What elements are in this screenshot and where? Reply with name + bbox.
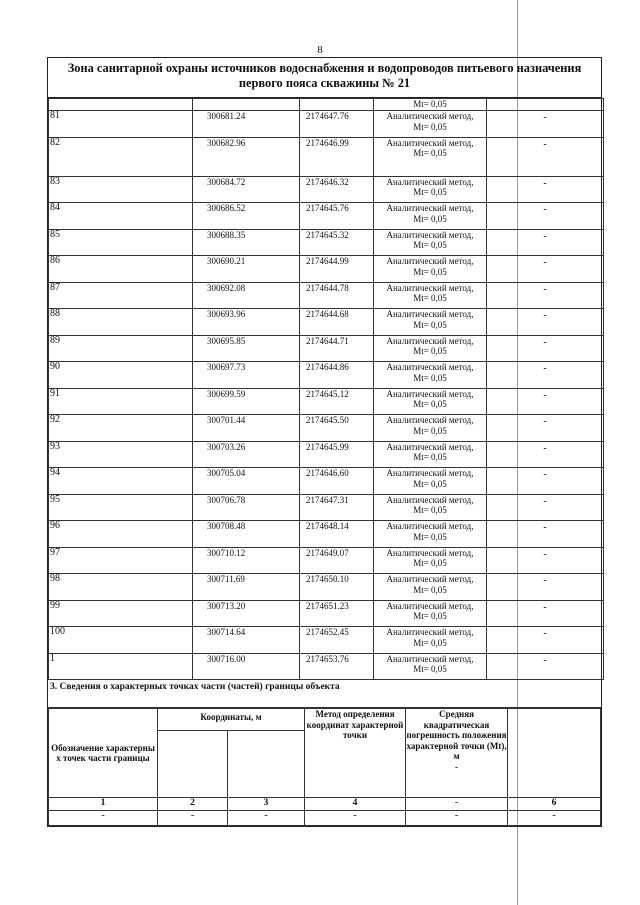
method-cell	[374, 441, 487, 468]
coord-y: 2174644.71	[300, 335, 374, 362]
accuracy-cell: -	[487, 627, 604, 654]
method-cell	[374, 653, 487, 680]
point-number: 98	[49, 574, 193, 601]
table-row	[49, 574, 604, 601]
point-number: 84	[49, 203, 193, 230]
table-row	[49, 653, 604, 680]
accuracy-cell: -	[487, 362, 604, 389]
accuracy-cell: -	[487, 335, 604, 362]
method-cell	[374, 468, 487, 495]
point-number: 94	[49, 468, 193, 495]
table-row	[49, 99, 604, 111]
coord-y: 2174647.76	[300, 111, 374, 138]
table-row	[49, 137, 604, 176]
point-number: 92	[49, 415, 193, 442]
coord-x: 300682.96	[193, 137, 300, 176]
coord-x: 300706.78	[193, 494, 300, 521]
column-index: 4	[305, 798, 406, 811]
coord-x: 300688.35	[193, 229, 300, 256]
method-cell	[374, 600, 487, 627]
coord-y: 2174650.10	[300, 574, 374, 601]
method-cell	[374, 415, 487, 442]
table-row	[49, 388, 604, 415]
method-cell	[374, 574, 487, 601]
coord-y: 2174644.99	[300, 256, 374, 283]
table-cell	[228, 731, 305, 798]
section-3-table	[48, 708, 601, 826]
column-index: 2	[158, 798, 228, 811]
accuracy-cell: -	[487, 468, 604, 495]
method-cell	[374, 627, 487, 654]
coord-x: 300697.73	[193, 362, 300, 389]
accuracy-cell: -	[487, 441, 604, 468]
accuracy-cell: -	[487, 229, 604, 256]
table-row	[49, 203, 604, 230]
method-text: Аналитический метод,	[386, 521, 474, 531]
method-text: Аналитический метод,	[386, 256, 474, 266]
accuracy-cell: -	[487, 256, 604, 283]
column-index: 6	[508, 798, 601, 811]
method-cell	[374, 309, 487, 336]
accuracy-cell: -	[487, 203, 604, 230]
point-number: 85	[49, 229, 193, 256]
accuracy-cell: -	[487, 547, 604, 574]
accuracy-cell: -	[487, 137, 604, 176]
method-accuracy: Mt= 0,05	[413, 187, 447, 197]
method-text: Аналитический метод,	[386, 176, 474, 187]
table-row	[49, 229, 604, 256]
table-cell: -	[305, 811, 406, 826]
accuracy-cell: -	[487, 494, 604, 521]
coord-x: 300701.44	[193, 415, 300, 442]
accuracy-cell: -	[487, 388, 604, 415]
method-text: Аналитический метод,	[386, 203, 474, 213]
table-cell: -	[406, 811, 508, 826]
method-accuracy: Mt= 0,05	[413, 478, 447, 489]
coord-x: 300686.52	[193, 203, 300, 230]
table-cell: -	[158, 811, 228, 826]
accuracy-cell: -	[487, 521, 604, 548]
table-cell	[49, 99, 193, 111]
point-number: 83	[49, 176, 193, 203]
method-accuracy: Mt= 0,05	[413, 452, 447, 462]
coord-x: 300699.59	[193, 388, 300, 415]
method-cell	[374, 521, 487, 548]
designation-header: Обозначение характерны х точек части границы	[49, 709, 158, 798]
method-cell	[374, 229, 487, 256]
coord-y: 2174645.99	[300, 441, 374, 468]
table-row	[49, 600, 604, 627]
point-number: 90	[49, 362, 193, 389]
table-row	[49, 415, 604, 442]
accuracy-cell: -	[487, 111, 604, 138]
table-cell: -	[228, 811, 305, 826]
coord-x: 300684.72	[193, 176, 300, 203]
column-index: -	[406, 798, 508, 811]
table-row	[49, 256, 604, 283]
method-text: Аналитический метод,	[386, 600, 474, 611]
accuracy-cell: -	[487, 282, 604, 309]
method-cell	[374, 335, 487, 362]
point-number: 81	[49, 111, 193, 138]
point-number: 89	[49, 335, 193, 362]
point-number: 86	[49, 256, 193, 283]
point-number: 99	[49, 600, 193, 627]
method-text: Аналитический метод,	[386, 574, 474, 584]
accuracy-header-mark: -	[455, 761, 459, 772]
coord-x: 300693.96	[193, 309, 300, 336]
method-cell	[374, 137, 487, 176]
method-cell	[374, 256, 487, 283]
coord-x: 300692.08	[193, 282, 300, 309]
table-cell: -	[508, 811, 601, 826]
coord-x: 300711.69	[193, 574, 300, 601]
accuracy-cell: -	[487, 653, 604, 680]
method-accuracy: Mt= 0,05	[413, 148, 447, 158]
method-text: Аналитический метод,	[386, 335, 474, 346]
method-accuracy: Mt= 0,05	[413, 346, 447, 356]
table-row	[49, 494, 604, 521]
coord-y: 2174644.78	[300, 282, 374, 309]
coord-x: 300705.04	[193, 468, 300, 495]
coords-header: Координаты, м	[158, 709, 305, 731]
table-row	[49, 362, 604, 389]
method-text: Аналитический метод,	[386, 229, 474, 240]
method-accuracy: Mt= 0,05	[413, 240, 447, 250]
method-text: Аналитический метод,	[386, 309, 474, 319]
column-index: 3	[228, 798, 305, 811]
method-cell	[374, 111, 487, 138]
coord-x: 300703.26	[193, 441, 300, 468]
method-cell	[374, 362, 487, 389]
method-accuracy: Mt= 0,05	[413, 531, 447, 542]
coord-x: 300708.48	[193, 521, 300, 548]
column-index: 1	[49, 798, 158, 811]
table-row	[49, 547, 604, 574]
coord-y: 2174646.32	[300, 176, 374, 203]
accuracy-header-text: Средняя квадратическая погрешность положения характерной точки (Mt), м	[406, 709, 507, 761]
point-number: 88	[49, 309, 193, 336]
coord-y: 2174653.76	[300, 653, 374, 680]
point-number: 100	[49, 627, 193, 654]
table-cell: -	[49, 811, 158, 826]
method-cell	[374, 388, 487, 415]
method-accuracy: Mt= 0,05	[413, 121, 447, 132]
method-text: Аналитический метод,	[386, 653, 474, 664]
accuracy-cell: -	[487, 176, 604, 203]
method-cell	[374, 494, 487, 521]
coord-x: 300714.64	[193, 627, 300, 654]
coord-y: 2174645.50	[300, 415, 374, 442]
coord-x: 300695.85	[193, 335, 300, 362]
point-number: 91	[49, 388, 193, 415]
table-row	[49, 111, 604, 138]
method-accuracy: Mt= 0,05	[413, 584, 447, 595]
point-number: 93	[49, 441, 193, 468]
table-row	[49, 335, 604, 362]
method-header: Метод определения координат характерной точки	[305, 709, 406, 798]
table-cell	[300, 99, 374, 111]
accuracy-header	[406, 709, 508, 798]
method-text: Аналитический метод,	[386, 494, 474, 505]
table-row	[49, 709, 601, 731]
coord-y: 2174644.68	[300, 309, 374, 336]
method-text: Аналитический метод,	[386, 282, 474, 293]
coord-x: 300710.12	[193, 547, 300, 574]
point-number: 87	[49, 282, 193, 309]
table-cell	[508, 709, 601, 798]
page-number: 8	[317, 44, 323, 56]
table-row	[49, 282, 604, 309]
coord-x: 300716.00	[193, 653, 300, 680]
table-row	[49, 468, 604, 495]
method-accuracy: Mt= 0,05	[374, 99, 487, 111]
point-number: 95	[49, 494, 193, 521]
coord-y: 2174646.60	[300, 468, 374, 495]
coord-y: 2174644.86	[300, 362, 374, 389]
coord-y: 2174647.31	[300, 494, 374, 521]
coordinates-table	[48, 98, 604, 680]
method-text: Аналитический метод,	[386, 627, 474, 637]
method-accuracy: Mt= 0,05	[413, 611, 447, 621]
method-text: Аналитический метод,	[386, 362, 474, 372]
method-cell	[374, 547, 487, 574]
document-title: Зона санитарной охраны источников водоснабжения и водопроводов питьевого назначения первого пояса скважины № 21	[48, 58, 601, 98]
method-accuracy: Mt= 0,05	[413, 558, 447, 568]
table-cell	[487, 99, 604, 111]
accuracy-cell: -	[487, 600, 604, 627]
method-text: Аналитический метод,	[386, 547, 474, 558]
method-accuracy: Mt= 0,05	[413, 372, 447, 383]
table-row	[49, 176, 604, 203]
method-accuracy: Mt= 0,05	[413, 319, 447, 330]
method-text: Аналитический метод,	[386, 388, 474, 399]
method-text: Аналитический метод,	[386, 415, 474, 425]
document-sheet	[47, 57, 602, 827]
table-row	[49, 309, 604, 336]
method-accuracy: Mt= 0,05	[413, 399, 447, 409]
method-cell	[374, 282, 487, 309]
coord-x: 300713.20	[193, 600, 300, 627]
method-text: Аналитический метод,	[386, 137, 474, 148]
method-accuracy: Mt= 0,05	[413, 425, 447, 436]
method-accuracy: Mt= 0,05	[413, 664, 447, 674]
coord-y: 2174645.12	[300, 388, 374, 415]
method-accuracy: Mt= 0,05	[413, 637, 447, 648]
method-text: Аналитический метод,	[386, 441, 474, 452]
coord-y: 2174651.23	[300, 600, 374, 627]
method-text: Аналитический метод,	[386, 111, 474, 121]
table-cell	[158, 731, 228, 798]
coord-x: 300690.21	[193, 256, 300, 283]
table-row	[49, 521, 604, 548]
coord-y: 2174645.76	[300, 203, 374, 230]
coord-x: 300681.24	[193, 111, 300, 138]
method-accuracy: Mt= 0,05	[413, 266, 447, 277]
accuracy-cell: -	[487, 309, 604, 336]
method-cell	[374, 203, 487, 230]
table-cell	[193, 99, 300, 111]
point-number: 1	[49, 653, 193, 680]
coord-y: 2174646.99	[300, 137, 374, 176]
accuracy-cell: -	[487, 574, 604, 601]
coord-y: 2174648.14	[300, 521, 374, 548]
table-row	[49, 811, 601, 826]
method-cell	[374, 176, 487, 203]
method-accuracy: Mt= 0,05	[413, 505, 447, 515]
table-row	[49, 441, 604, 468]
table-row	[49, 627, 604, 654]
section-3-title: 3. Сведения о характерных точках части (частей) границы объекта	[48, 680, 601, 708]
coord-y: 2174649.07	[300, 547, 374, 574]
accuracy-cell: -	[487, 415, 604, 442]
point-number: 97	[49, 547, 193, 574]
method-accuracy: Mt= 0,05	[413, 213, 447, 224]
point-number: 82	[49, 137, 193, 176]
coord-y: 2174645.32	[300, 229, 374, 256]
method-text: Аналитический метод,	[386, 468, 474, 478]
column-index-row	[49, 798, 601, 811]
point-number: 96	[49, 521, 193, 548]
coord-y: 2174652.45	[300, 627, 374, 654]
method-accuracy: Mt= 0,05	[413, 293, 447, 303]
